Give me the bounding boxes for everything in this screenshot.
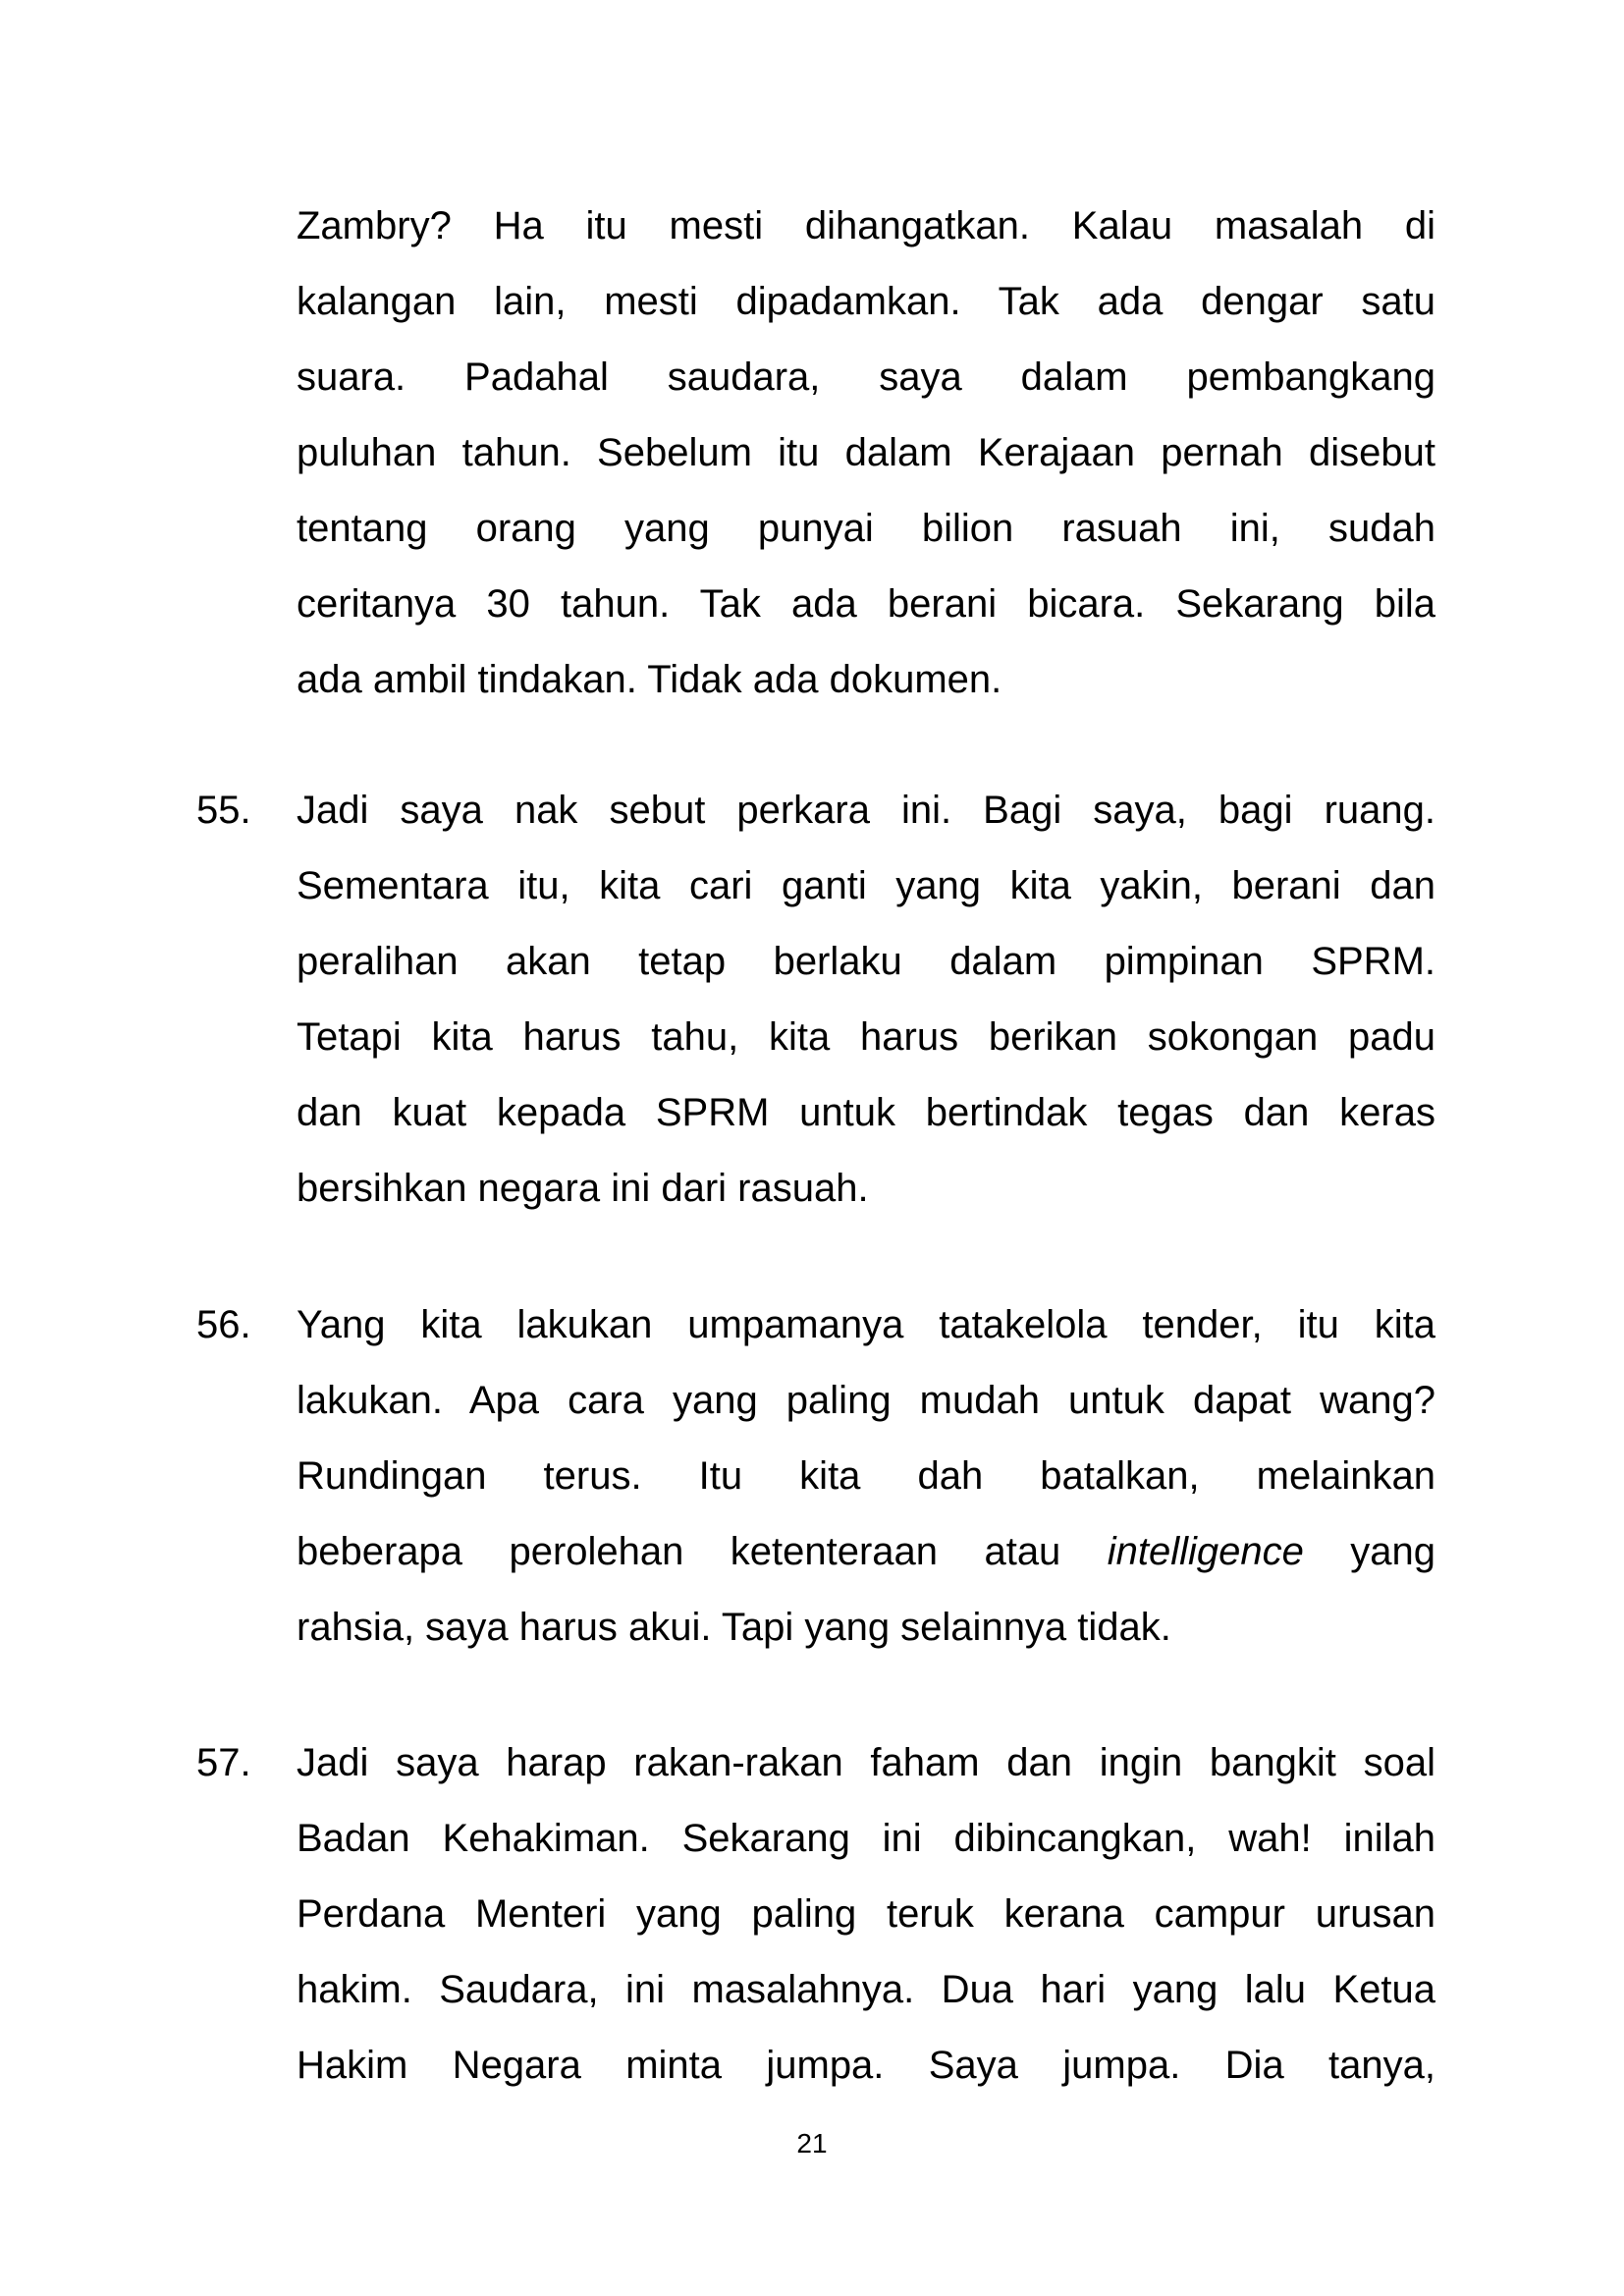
text-line: ceritanya 30 tahun. Tak ada berani bicara. Sekarang bila xyxy=(297,582,1435,626)
text-line: rahsia, saya harus akui. Tapi yang selainnya tidak. xyxy=(297,1606,1171,1649)
text-line: puluhan tahun. Sebelum itu dalam Kerajaan pernah disebut xyxy=(297,431,1435,474)
paragraph-body xyxy=(297,1725,1435,2104)
text-line: tentang orang yang punyai bilion rasuah ini, sudah xyxy=(297,507,1435,550)
text-line: Tetapi kita harus tahu, kita harus berikan sokongan padu xyxy=(297,1015,1435,1059)
text-line: beberapa perolehan ketenteraan atau intelligence yang xyxy=(297,1530,1436,1573)
text-line: Zambry? Ha itu mesti dihangatkan. Kalau masalah di xyxy=(297,204,1435,247)
paragraph-number: 55. xyxy=(196,789,251,832)
text-line: ada ambil tindakan. Tidak ada dokumen. xyxy=(297,658,1002,701)
paragraph-body xyxy=(297,189,1435,718)
page-number: 21 xyxy=(796,2128,828,2159)
text-line: Sementara itu, kita cari ganti yang kita yakin, berani dan xyxy=(297,864,1435,907)
paragraph-body xyxy=(297,1287,1435,1666)
text-line: dan kuat kepada SPRM untuk bertindak tegas dan keras xyxy=(297,1091,1435,1134)
italic-term: intelligence xyxy=(1107,1530,1304,1573)
text-line: peralihan akan tetap berlaku dalam pimpinan SPRM. xyxy=(297,940,1435,983)
paragraph-body xyxy=(297,773,1435,1227)
text-line: lakukan. Apa cara yang paling mudah untuk dapat wang? xyxy=(297,1379,1435,1422)
text-line: bersihkan negara ini dari rasuah. xyxy=(297,1167,869,1210)
text-line: Rundingan terus. Itu kita dah batalkan, melainkan xyxy=(297,1454,1435,1498)
text-line: suara. Padahal saudara, saya dalam pembangkang xyxy=(297,355,1435,399)
text-line: hakim. Saudara, ini masalahnya. Dua hari yang lalu Ketua xyxy=(297,1968,1435,2011)
text-line: Perdana Menteri yang paling teruk kerana campur urusan xyxy=(297,1892,1435,1936)
paragraph-number: 56. xyxy=(196,1303,251,1346)
text-line: Yang kita lakukan umpamanya tatakelola tender, itu kita xyxy=(297,1303,1435,1346)
text-line: Jadi saya harap rakan-rakan faham dan ingin bangkit soal xyxy=(297,1741,1435,1784)
text-line: Hakim Negara minta jumpa. Saya jumpa. Dia tanya, xyxy=(297,2044,1435,2087)
text-line: Jadi saya nak sebut perkara ini. Bagi saya, bagi ruang. xyxy=(297,789,1435,832)
text-line: Badan Kehakiman. Sekarang ini dibincangkan, wah! inilah xyxy=(297,1817,1435,1860)
paragraph-number: 57. xyxy=(196,1741,251,1784)
text-line: kalangan lain, mesti dipadamkan. Tak ada dengar satu xyxy=(297,280,1435,323)
